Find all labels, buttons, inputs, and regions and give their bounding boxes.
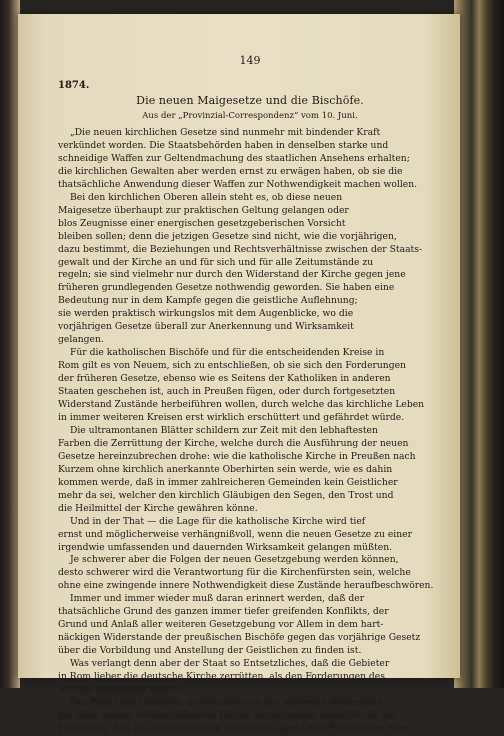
article-body [58, 127, 442, 736]
body-line: die Heilmittel der Kirche gewähren könne. [58, 502, 258, 514]
body-line: Gesetze hereinzubrechen drohe: wie die katholische Kirche in Preußen nach [58, 450, 416, 462]
body-line: Rom gilt es von Neuem, sich zu entschließen, ob sie sich den Forderungen [58, 360, 406, 372]
body-line: sie werden praktisch wirkungslos mit dem Augenblicke, wo die [58, 308, 354, 320]
book-page-edges [454, 0, 504, 688]
book-left-edge [0, 0, 20, 688]
body-line: gewalt und der Kirche an und für sich und für alle Zeitumstände zu [58, 256, 374, 268]
body-line: Für die katholischen Bischöfe und für die entscheidenden Kreise in [70, 347, 385, 359]
body-line: die kirchlichen Gewalten aber werden ernst zu erwägen haben, ob sie die [58, 165, 403, 177]
body-line: dazu bestimmt, die Beziehungen und Rechtsverhältnisse zwischen der Staats- [58, 243, 423, 255]
body-line: vorjährigen Gesetze überall zur Anerkennung und Wirksamkeit [58, 321, 354, 333]
body-line: Die ultramontanen Blätter schildern zur Zeit mit den lebhaftesten [70, 424, 378, 436]
body-line: ohne eine zwingende innere Nothwendigkeit diese Zustände heraufbeschwören. [58, 580, 434, 592]
year-heading: 1874. [58, 80, 90, 91]
body-line: ernst und möglicherweise verhängnißvoll, wenn die neuen Gesetze zu einer [58, 528, 412, 540]
body-line: kommen werde, daß in immer zahlreicheren Gemeinden kein Geistlicher [58, 476, 398, 488]
body-line: blos Zeugnisse einer energischen gesetzgeberischen Vorsicht [58, 217, 346, 229]
body-line: regeln; sie sind vielmehr nur durch den Widerstand der Kirche gegen jene [58, 269, 406, 281]
article-title: Die neuen Maigesetze und die Bischöfe. [136, 94, 364, 107]
body-line: in immer weiteren Kreisen erst wirklich erschüttert und gefährdet würde. [58, 411, 405, 423]
body-line: Was verlangt denn aber der Staat so Entsetzliches, daß die Gebieter [70, 658, 390, 670]
body-line: Immer und immer wieder muß daran erinnert werden, daß der [70, 593, 365, 605]
body-line: „Die neuen kirchlichen Gesetze sind nunmehr mit bindender Kraft [70, 127, 381, 138]
body-line: gelangen. [58, 334, 104, 346]
page-number: 149 [239, 54, 261, 67]
body-line: Forderung, daß die anzustellenden Geistlichen dem Ober-Präsidenten nam- [58, 722, 411, 734]
body-line: Widerstand Zustände herbeiführen wollen, durch welche das kirchliche Leben [58, 399, 425, 411]
body-line: Grund und Anlaß aller weiteren Gesetzgebung vor Allem in dem hart- [58, 619, 384, 631]
body-line: über die Vorbildung und Anstellung der Geistlichen zu finden ist. [58, 645, 362, 657]
body-line: mit allen seinen verhängnißvollen Folgen vorzugsweise anknüpft, ist die [58, 709, 396, 721]
body-line: Und in der That — die Lage für die katholische Kirche wird tief [70, 515, 366, 527]
body-line: verkündet worden. Die Staatsbehörden haben in denselben starke und [58, 139, 389, 151]
body-line: thatsächliche Grund des ganzen immer tiefer greifenden Konflikts, der [58, 606, 389, 618]
body-line: Je schwerer aber die Folgen der neuen Gesetzgebung werden können, [70, 554, 399, 566]
body-line: bleiben sollen; denn die jetzigen Gesetze sind nicht, wie die vorjährigen, [58, 230, 397, 242]
body-line: Farben die Zerrüttung der Kirche, welche durch die Ausführung der neuen [58, 437, 409, 449]
body-line: näckigen Widerstande der preußischen Bischöfe gegen das vorjährige Gesetz [58, 632, 421, 644]
body-line: Bei den kirchlichen Oberen allein steht es, ob diese neuen [70, 191, 343, 203]
body-line: desto schwerer wird die Verantwortung für die Kirchenfürsten sein, welche [58, 567, 411, 579]
body-line: thatsächliche Anwendung dieser Waffen zur Nothwendigkeit machen wollen. [58, 178, 418, 190]
body-line: irgendwie umfassenden und dauernden Wirksamkeit gelangen müßten. [58, 541, 393, 553]
book-page [18, 14, 460, 734]
body-line: früheren grundlegenden Gesetze nothwendig geworden. Sie haben eine [58, 282, 395, 294]
body-line: Kurzem ohne kirchlich anerkannte Oberhirten sein werde, wie es dahin [58, 463, 393, 475]
body-line: in Rom lieber die deutsche Kirche zerrütten, als den Forderungen des [58, 671, 385, 683]
body-line: Bedeutung nur in dem Kampfe gegen die geistliche Auflehnung; [58, 295, 358, 307]
article-source: Aus der „Provinzial-Correspondenz“ vom 10. Juni. [142, 111, 358, 121]
body-line: der früheren Gesetze, ebenso wie es Seitens der Katholiken in anderen [58, 373, 391, 385]
body-line: Staaten geschehen ist, auch in Preußen fügen, oder durch fortgesetzten [58, 386, 396, 398]
body-line: Staates nachgeben wollen? [58, 683, 186, 695]
body-line: Der Punkt des Gesetzes, an welchen sich der bisherige Widerstand [70, 696, 383, 708]
body-line: Maigesetze überhaupt zur praktischen Geltung gelangen oder [58, 204, 349, 216]
body-line: schneidige Waffen zur Geltendmachung des staatlichen Ansehens erhalten; [58, 152, 410, 164]
body-line: mehr da sei, welcher den kirchlich Gläubigen den Segen, den Trost und [58, 489, 394, 501]
